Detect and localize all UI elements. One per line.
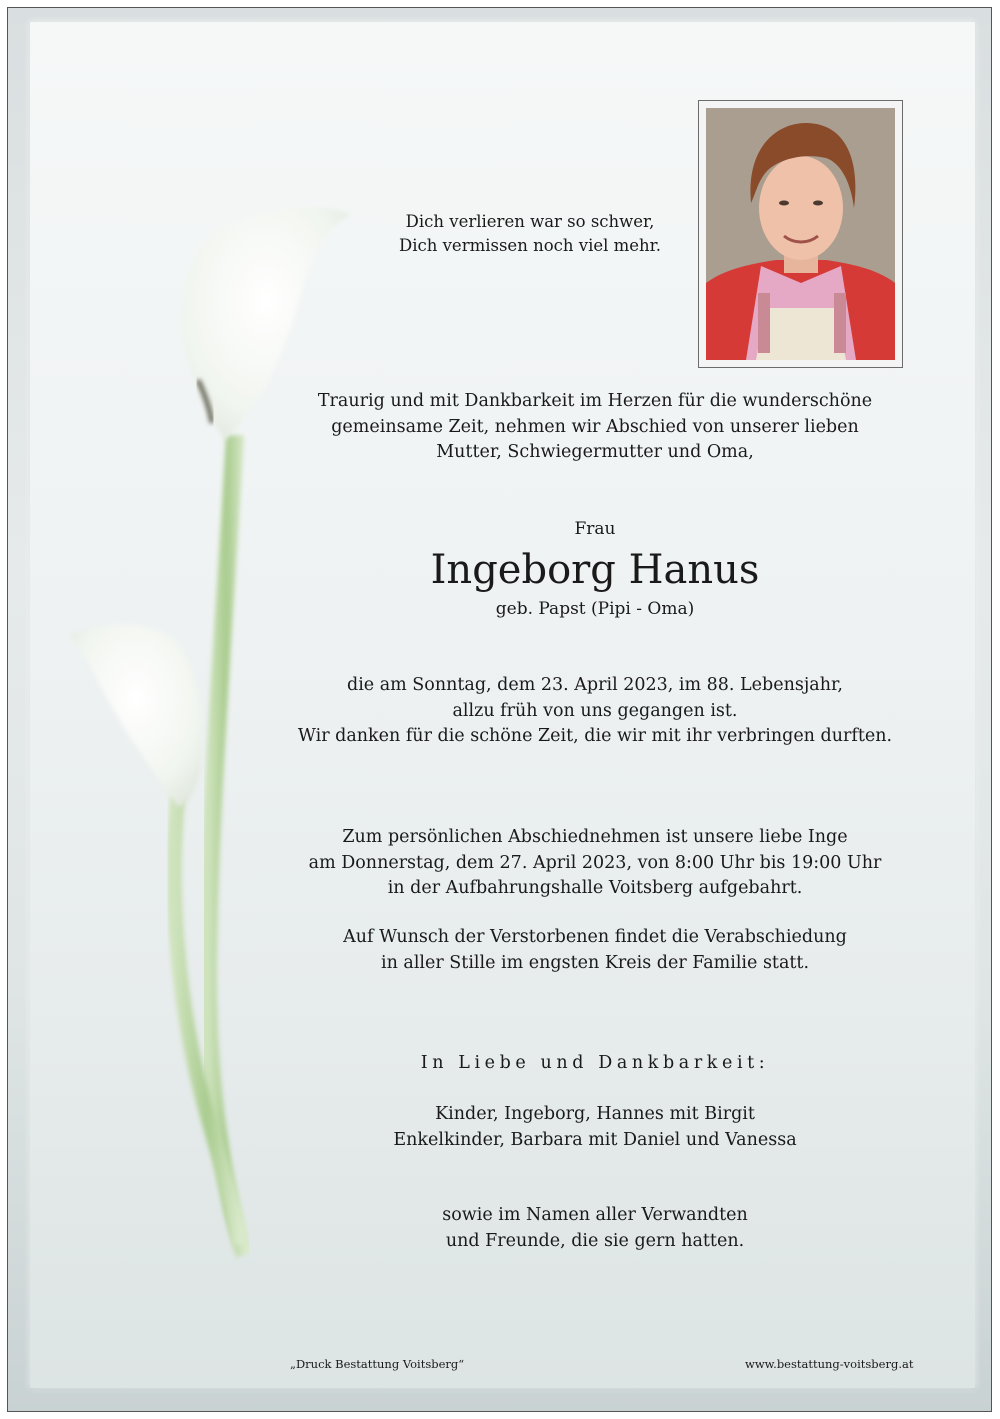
death-line-2: allzu früh von uns gegangen ist. <box>452 700 738 721</box>
birth-name: geb. Papst (Pipi - Oma) <box>495 599 695 619</box>
love-and-gratitude: In Liebe und Dankbarkeit: <box>420 1053 770 1073</box>
death-line-1: die am Sonntag, dem 23. April 2023, im 88. Lebensjahr, <box>347 675 843 695</box>
deceased-name: Ingeborg Hanus <box>430 547 760 593</box>
mourners-list <box>290 1102 900 1153</box>
relatives-line-1: sowie im Namen aller Verwandten <box>442 1205 748 1225</box>
viewing-info <box>270 825 920 902</box>
relatives-text <box>290 1203 900 1254</box>
memorial-verse <box>370 210 690 258</box>
viewing-line-2: am Donnerstag, dem 27. April 2023, von 8:00 Uhr bis 19:00 Uhr <box>308 852 882 873</box>
portrait-photo-icon <box>706 108 895 360</box>
death-line-3: Wir danken für die schöne Zeit, die wir mit ihr verbringen durften. <box>297 726 893 746</box>
verse-line-1: Dich verlieren war so schwer, <box>405 212 655 231</box>
farewell-line-2: in aller Stille im engsten Kreis der Familie statt. <box>380 952 810 973</box>
mourners-line-1: Kinder, Ingeborg, Hannes mit Birgit <box>435 1104 755 1124</box>
death-notice <box>270 673 920 750</box>
mourners-line-2: Enkelkinder, Barbara mit Daniel und Vanessa <box>393 1129 797 1150</box>
salutation: Frau <box>574 519 616 539</box>
printer-credit: „Druck Bestattung Voitsberg“ <box>290 1357 465 1371</box>
viewing-line-1: Zum persönlichen Abschiednehmen ist unsere liebe Inge <box>342 827 848 847</box>
intro-line-3: Mutter, Schwiegermutter und Oma, <box>436 442 754 462</box>
farewell-info <box>270 925 920 976</box>
intro-line-2: gemeinsame Zeit, nehmen wir Abschied von unserer lieben <box>331 416 859 437</box>
relatives-line-2: und Freunde, die sie gern hatten. <box>445 1230 745 1251</box>
viewing-line-3: in der Aufbahrungshalle Voitsberg aufgebahrt. <box>387 878 803 898</box>
intro-line-1: Traurig und mit Dankbarkeit im Herzen für die wunderschöne <box>317 391 873 411</box>
website-link[interactable]: www.bestattung-voitsberg.at <box>745 1357 914 1371</box>
verse-line-2: Dich vermissen noch viel mehr. <box>398 236 661 255</box>
farewell-line-1: Auf Wunsch der Verstorbenen findet die Verabschiedung <box>343 927 847 947</box>
intro-text <box>290 389 900 466</box>
portrait-frame <box>698 100 903 368</box>
